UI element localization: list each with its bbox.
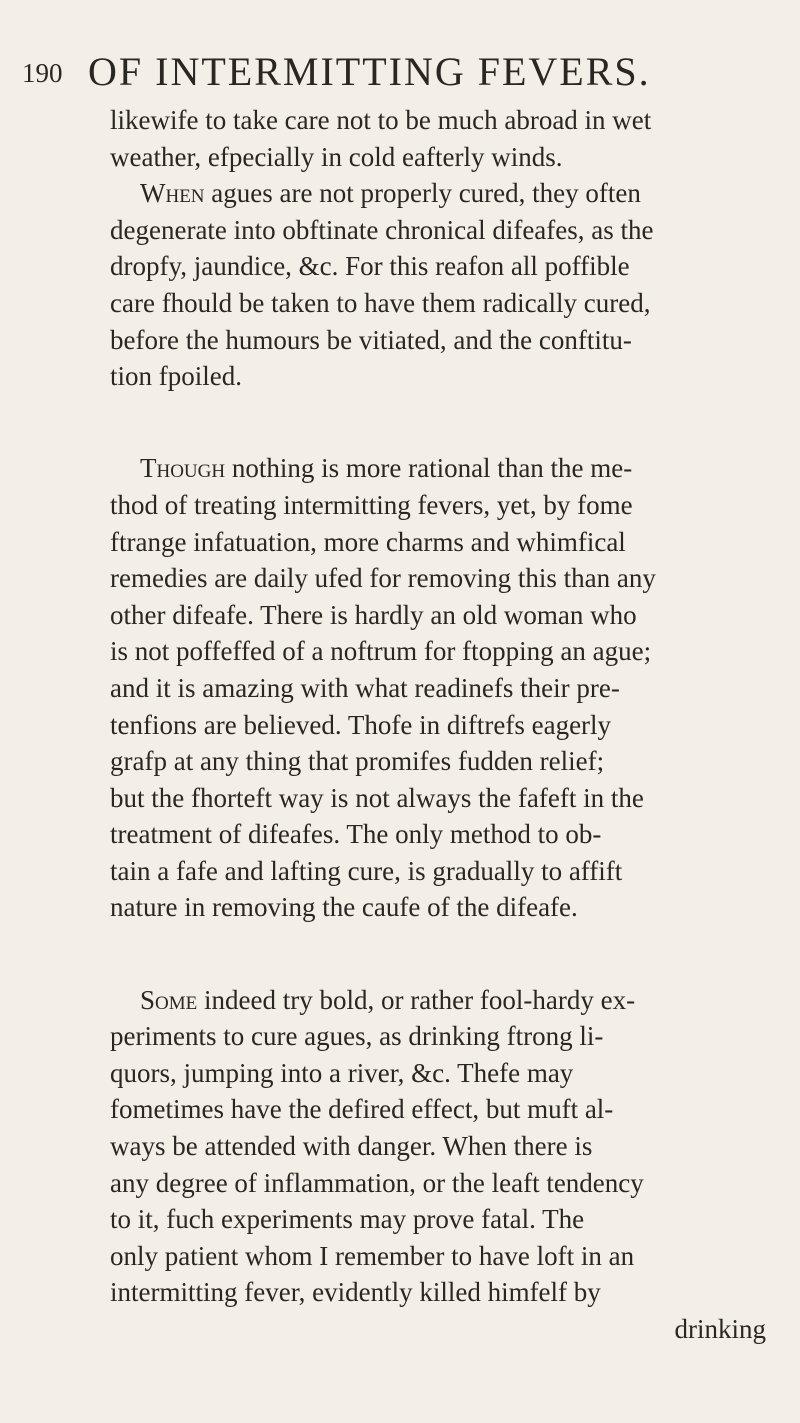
text-line <box>110 175 770 212</box>
running-title: OF INTERMITTING FEVERS. <box>88 49 651 94</box>
text-line: tain a fafe and lafting cure, is gradually to affift <box>110 855 623 886</box>
catchword: drinking <box>674 1314 766 1344</box>
text-line: degenerate into obftinate chronical difeafes, as the <box>110 214 654 245</box>
text-line: only patient whom I remember to have loft in an <box>110 1240 635 1271</box>
line-text: nothing is more rational than the me- <box>225 453 633 484</box>
text-line: tion fpoiled. <box>110 361 242 392</box>
text-line: ftrange infatuation, more charms and whimfical <box>110 526 626 557</box>
text-line: tenfions are believed. Thofe in diftrefs eagerly <box>110 709 612 740</box>
text-line: but the fhorteft way is not always the fafeft in the <box>110 782 644 813</box>
text-line: quors, jumping into a river, &c. Thefe may <box>110 1057 574 1088</box>
text-line: periments to cure agues, as drinking ftrong li- <box>110 1021 604 1052</box>
text-line: thod of treating intermitting fevers, yet, by fome <box>110 489 633 520</box>
text-line <box>110 926 770 963</box>
text-line: to it, fuch experiments may prove fatal. The <box>110 1204 585 1235</box>
paragraph-lead: Some <box>140 984 198 1015</box>
paragraph-gap <box>110 963 770 982</box>
text-line: dropfy, jaundice, &c. For this reafon all poffible <box>110 251 630 282</box>
paragraph-lead: When <box>140 178 205 209</box>
text-line: intermitting fever, evidently killed himfelf by <box>110 1277 601 1308</box>
page-number: 190 <box>22 58 63 88</box>
text-line <box>110 450 770 487</box>
text-line: weather, efpecially in cold eafterly winds. <box>110 141 563 172</box>
text-line: other difeafe. There is hardly an old woman who <box>110 599 637 630</box>
text-line: before the humours be vitiated, and the conftitu- <box>110 324 632 355</box>
text-line <box>110 982 770 1019</box>
text-line: remedies are daily ufed for removing this than any <box>110 563 656 594</box>
paragraph-gap <box>110 431 770 450</box>
line-text: agues are not properly cured, they often <box>204 178 641 209</box>
text-line: care fhould be taken to have them radically cured, <box>110 287 651 318</box>
text-line: ways be attended with danger. When there is <box>110 1131 593 1162</box>
text-line: grafp at any thing that promifes fudden relief; <box>110 746 605 777</box>
page-header <box>0 48 800 98</box>
text-line: likewife to take care not to be much abroad in wet <box>110 105 652 135</box>
text-line: fometimes have the defired effect, but muft al- <box>110 1094 614 1125</box>
text-line: any degree of inflammation, or the leaft tendency <box>110 1167 644 1198</box>
paragraph-lead: Though <box>140 453 226 484</box>
text-line <box>110 395 770 432</box>
text-line: nature in removing the caufe of the difeafe. <box>110 892 578 923</box>
text-line: treatment of difeafes. The only method to ob- <box>110 819 602 850</box>
body-text <box>110 102 770 1348</box>
line-text: indeed try bold, or rather fool-hardy ex- <box>197 984 636 1015</box>
text-line: is not poffeffed of a noftrum for ftopping an ague; <box>110 636 652 667</box>
text-line: and it is amazing with what readinefs their pre- <box>110 672 620 703</box>
